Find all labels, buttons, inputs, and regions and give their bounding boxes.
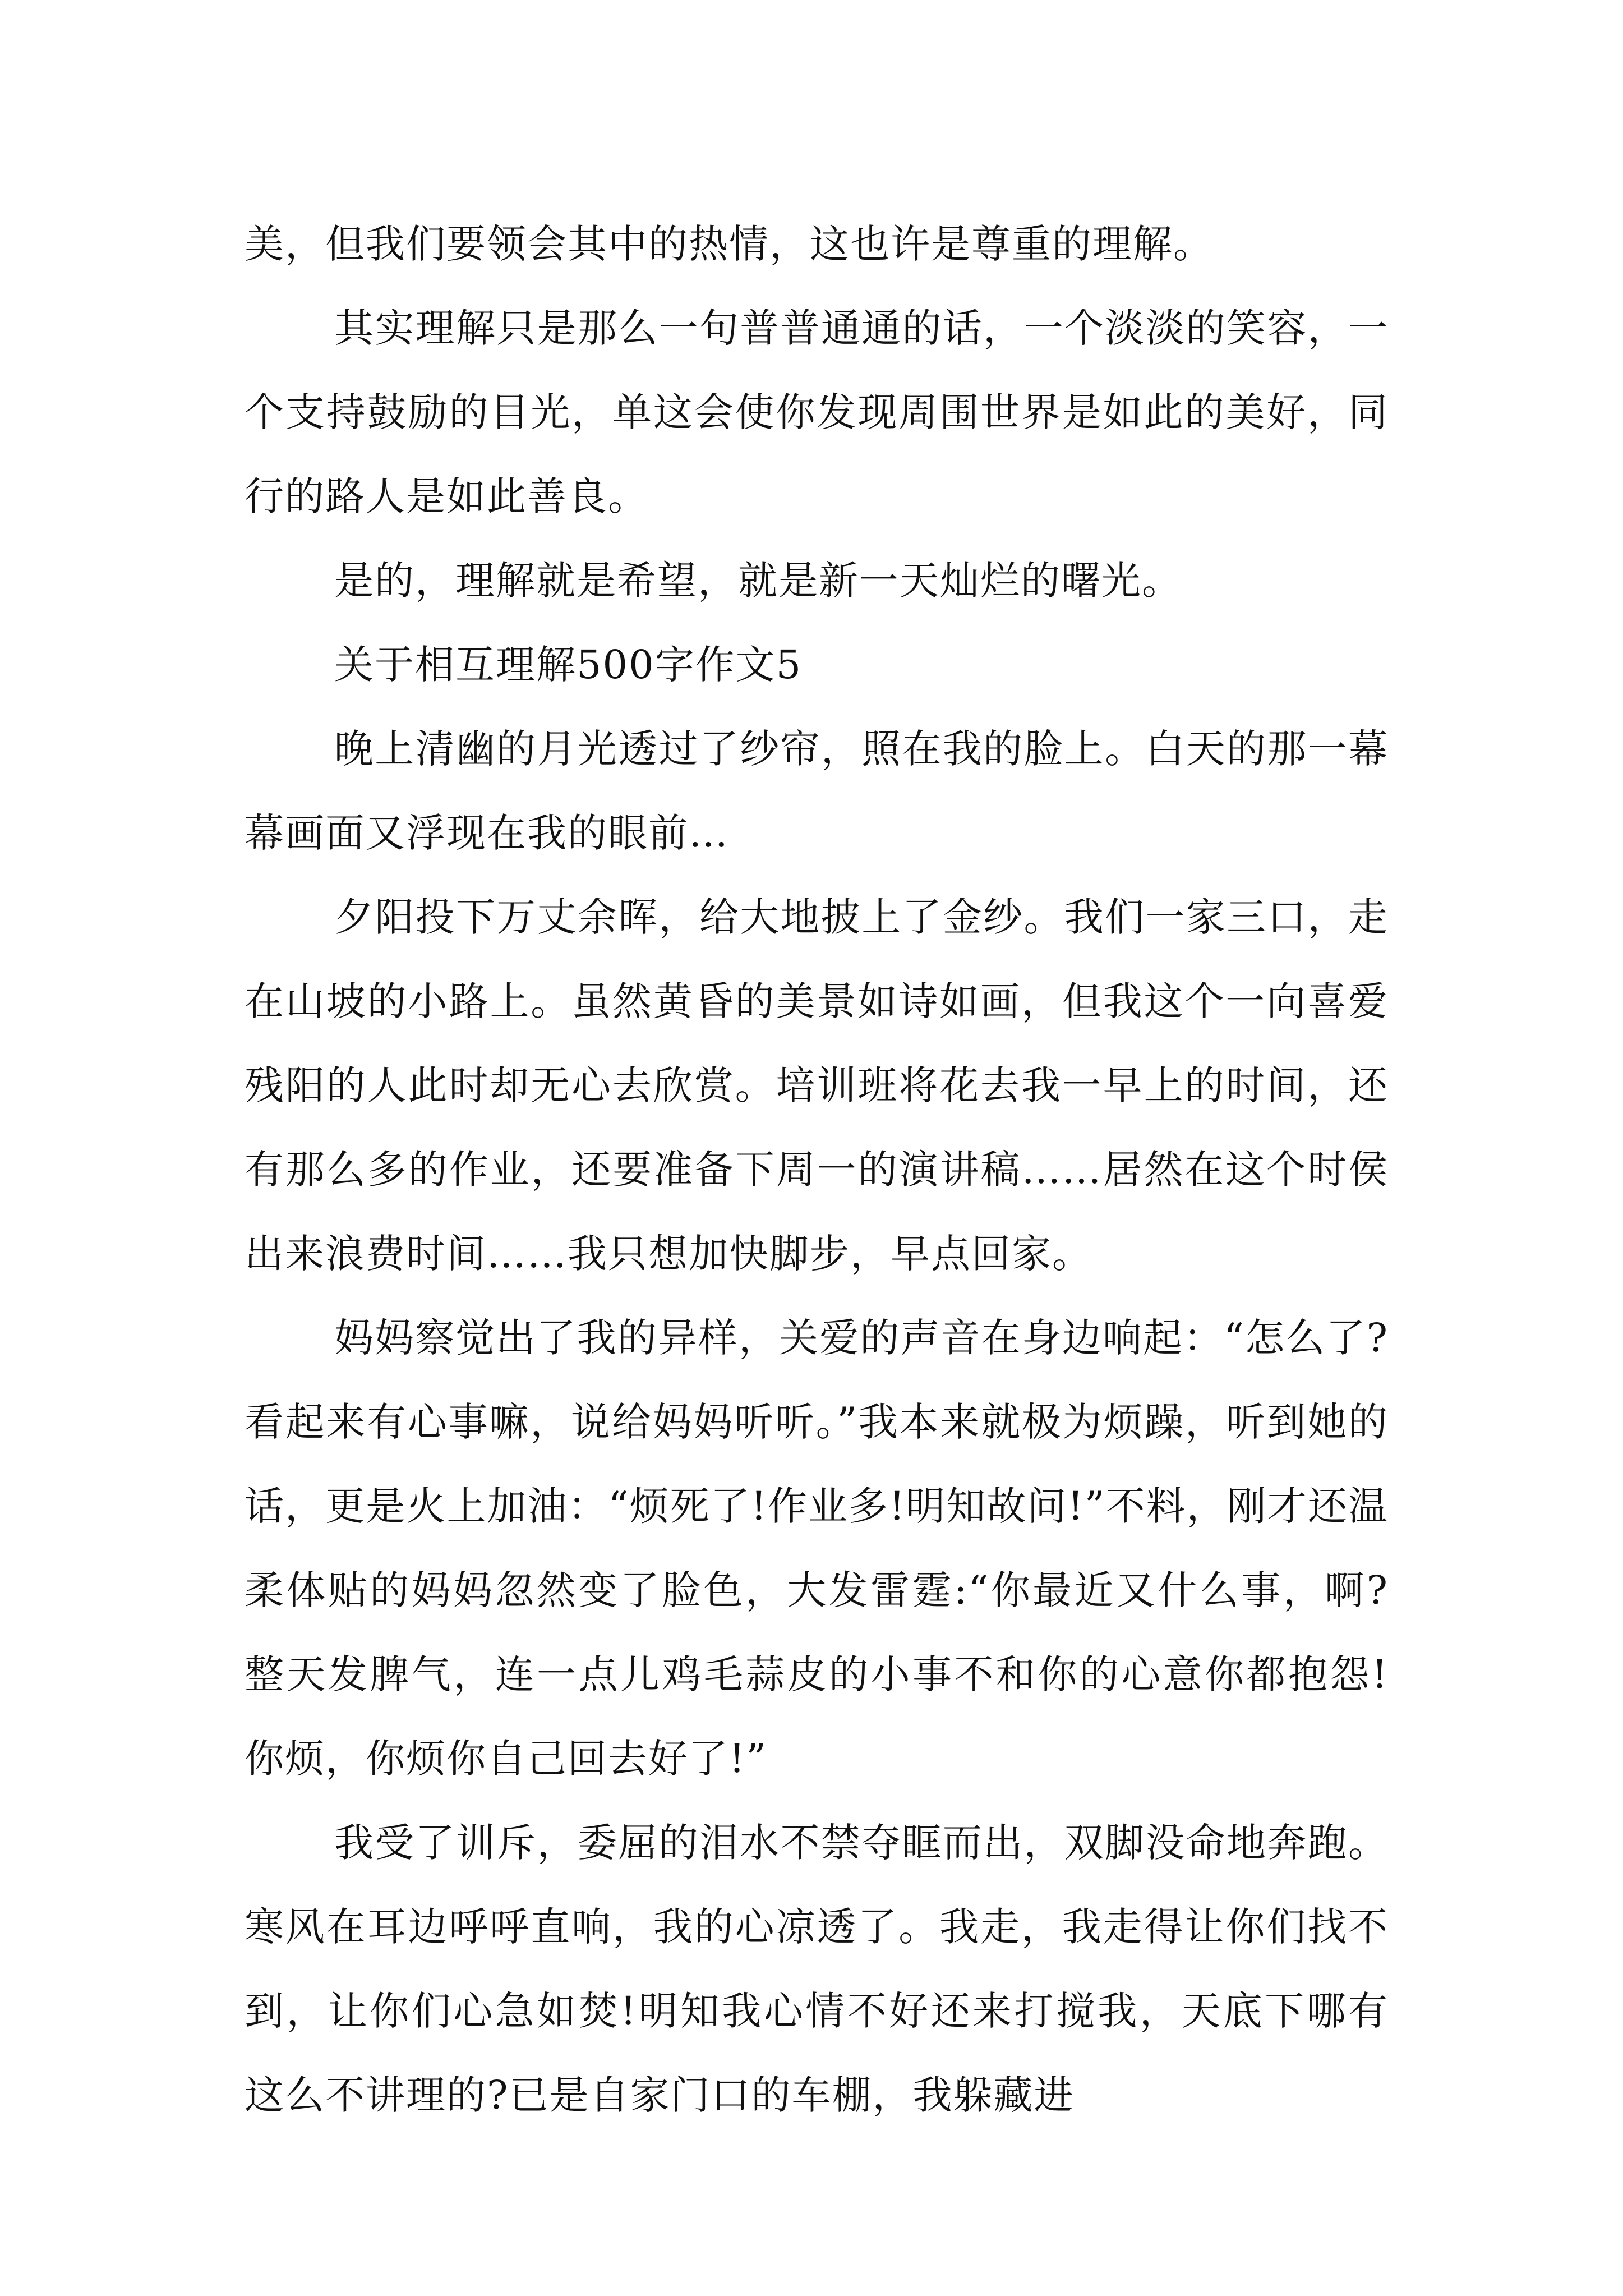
paragraph: 妈妈察觉出了我的异样，关爱的声音在身边响起：“怎么了?看起来有心事嘛，说给妈妈听听。”我本来就极为烦躁，听到她的话，更是火上加油：“烦死了!作业多!明知故问!”不料，刚才还温柔体贴的妈妈忽然变了脸色，大发雷霆:“你最近又什么事，啊?整天发脾气，连一点儿鸡毛蒜皮的小事不和你的心意你都抱怨!你烦，你烦你自己回去好了!”	[245, 1315, 1389, 1782]
paragraph: 我受了训斥，委屈的泪水不禁夺眶而出，双脚没命地奔跑。寒风在耳边呼呼直响，我的心凉透了。我走，我走得让你们找不到，让你们心急如焚!明知我心情不好还来打搅我，天底下哪有这么不讲理的?已是自家门口的车棚，我躲藏进	[245, 1820, 1389, 2118]
section-heading: 关于相互理解500字作文5	[334, 642, 803, 688]
document-body	[245, 202, 1389, 2137]
paragraph-continuation: 美，但我们要领会其中的热情，这也许是尊重的理解。	[245, 221, 1214, 267]
paragraph: 晚上清幽的月光透过了纱帘，照在我的脸上。白天的那一幕幕画面又浮现在我的眼前…	[245, 726, 1389, 856]
paragraph: 是的，理解就是希望，就是新一天灿烂的曙光。	[334, 558, 1182, 604]
paragraph: 其实理解只是那么一句普普通通的话，一个淡淡的笑容，一个支持鼓励的目光，单这会使你发现周围世界是如此的美好，同行的路人是如此善良。	[245, 305, 1389, 519]
paragraph: 夕阳投下万丈余晖，给大地披上了金纱。我们一家三口，走在山坡的小路上。虽然黄昏的美景如诗如画，但我这个一向喜爱残阳的人此时却无心去欣赏。培训班将花去我一早上的时间，还有那么多的作业，还要准备下周一的演讲稿……居然在这个时侯出来浪费时间……我只想加快脚步，早点回家。	[245, 894, 1389, 1277]
